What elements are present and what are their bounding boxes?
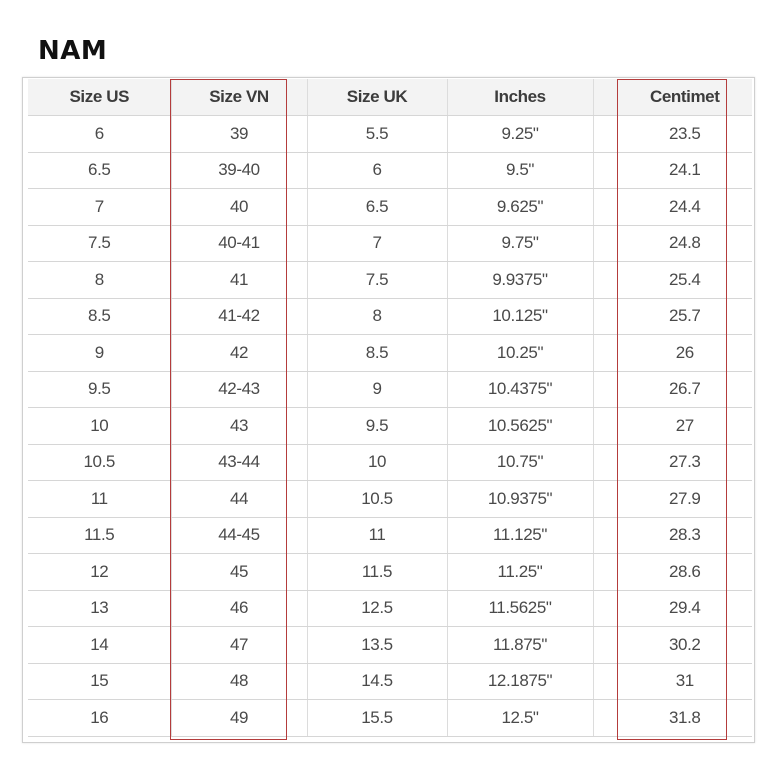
- size-vn-cell: 43-44: [171, 444, 307, 481]
- size-vn-cell: 41: [171, 262, 307, 299]
- centimet-cell: 25.4: [617, 262, 752, 299]
- size-vn-cell: 44: [171, 481, 307, 518]
- size-vn-cell: 49: [171, 700, 307, 737]
- size-us-cell: 14: [28, 627, 171, 664]
- size-uk-cell: 11: [307, 517, 447, 554]
- inches-cell: 11.5625": [447, 590, 593, 627]
- size-us-cell: 10.5: [28, 444, 171, 481]
- inches-cell: 10.5625": [447, 408, 593, 445]
- spacer-cell: [593, 554, 617, 591]
- inches-cell: 11.25": [447, 554, 593, 591]
- centimet-cell: 25.7: [617, 298, 752, 335]
- inches-cell: 12.5": [447, 700, 593, 737]
- table-row: [28, 590, 752, 627]
- table-row: [28, 663, 752, 700]
- inches-cell: 12.1875": [447, 663, 593, 700]
- spacer-cell: [593, 335, 617, 372]
- size-us-cell: 16: [28, 700, 171, 737]
- spacer-cell: [593, 517, 617, 554]
- table-row: [28, 298, 752, 335]
- size-uk-cell: 7: [307, 225, 447, 262]
- inches-cell: 10.9375": [447, 481, 593, 518]
- table-row: [28, 225, 752, 262]
- size-uk-cell: 10: [307, 444, 447, 481]
- size-uk-cell: 12.5: [307, 590, 447, 627]
- spacer-cell: [593, 298, 617, 335]
- centimet-cell: 28.6: [617, 554, 752, 591]
- size-us-cell: 9.5: [28, 371, 171, 408]
- header-inches: Inches: [447, 79, 593, 116]
- size-us-cell: 11: [28, 481, 171, 518]
- size-us-cell: 6.5: [28, 152, 171, 189]
- size-vn-cell: 40-41: [171, 225, 307, 262]
- size-uk-cell: 10.5: [307, 481, 447, 518]
- spacer-cell: [593, 444, 617, 481]
- spacer-cell: [593, 152, 617, 189]
- size-uk-cell: 8: [307, 298, 447, 335]
- size-vn-cell: 46: [171, 590, 307, 627]
- centimet-cell: 26: [617, 335, 752, 372]
- header-centimet: Centimet: [617, 79, 752, 116]
- size-vn-cell: 48: [171, 663, 307, 700]
- page-title: NAM: [38, 36, 108, 66]
- size-us-cell: 7: [28, 189, 171, 226]
- centimet-cell: 31: [617, 663, 752, 700]
- spacer-cell: [593, 225, 617, 262]
- spacer-cell: [593, 663, 617, 700]
- inches-cell: 9.625": [447, 189, 593, 226]
- centimet-cell: 26.7: [617, 371, 752, 408]
- table-row: [28, 554, 752, 591]
- header-row: [28, 79, 752, 116]
- size-vn-cell: 45: [171, 554, 307, 591]
- header-size-vn: Size VN: [171, 79, 307, 116]
- size-us-cell: 9: [28, 335, 171, 372]
- inches-cell: 9.9375": [447, 262, 593, 299]
- size-us-cell: 7.5: [28, 225, 171, 262]
- size-uk-cell: 14.5: [307, 663, 447, 700]
- size-uk-cell: 8.5: [307, 335, 447, 372]
- inches-cell: 9.25": [447, 116, 593, 153]
- inches-cell: 11.875": [447, 627, 593, 664]
- inches-cell: 10.4375": [447, 371, 593, 408]
- centimet-cell: 23.5: [617, 116, 752, 153]
- table-row: [28, 517, 752, 554]
- inches-cell: 11.125": [447, 517, 593, 554]
- size-uk-cell: 15.5: [307, 700, 447, 737]
- size-vn-cell: 43: [171, 408, 307, 445]
- header-size-us: Size US: [28, 79, 171, 116]
- spacer-cell: [593, 590, 617, 627]
- spacer-cell: [593, 371, 617, 408]
- centimet-cell: 30.2: [617, 627, 752, 664]
- size-us-cell: 11.5: [28, 517, 171, 554]
- spacer-cell: [593, 408, 617, 445]
- size-vn-cell: 39-40: [171, 152, 307, 189]
- centimet-cell: 27.3: [617, 444, 752, 481]
- size-uk-cell: 11.5: [307, 554, 447, 591]
- spacer-cell: [593, 700, 617, 737]
- size-vn-cell: 39: [171, 116, 307, 153]
- size-us-cell: 6: [28, 116, 171, 153]
- table-body: [28, 116, 752, 737]
- table-row: [28, 189, 752, 226]
- header-size-uk: Size UK: [307, 79, 447, 116]
- centimet-cell: 31.8: [617, 700, 752, 737]
- spacer-cell: [593, 481, 617, 518]
- size-us-cell: 10: [28, 408, 171, 445]
- inches-cell: 10.25": [447, 335, 593, 372]
- size-chart-table: [28, 79, 752, 737]
- table-row: [28, 408, 752, 445]
- centimet-cell: 27: [617, 408, 752, 445]
- size-vn-cell: 42: [171, 335, 307, 372]
- centimet-cell: 24.8: [617, 225, 752, 262]
- size-vn-cell: 42-43: [171, 371, 307, 408]
- size-us-cell: 8.5: [28, 298, 171, 335]
- centimet-cell: 28.3: [617, 517, 752, 554]
- table-row: [28, 627, 752, 664]
- size-uk-cell: 9: [307, 371, 447, 408]
- table-row: [28, 262, 752, 299]
- size-uk-cell: 7.5: [307, 262, 447, 299]
- size-vn-cell: 41-42: [171, 298, 307, 335]
- size-us-cell: 12: [28, 554, 171, 591]
- size-uk-cell: 6.5: [307, 189, 447, 226]
- table-row: [28, 116, 752, 153]
- size-uk-cell: 9.5: [307, 408, 447, 445]
- size-uk-cell: 5.5: [307, 116, 447, 153]
- centimet-cell: 27.9: [617, 481, 752, 518]
- spacer-cell: [593, 627, 617, 664]
- inches-cell: 10.75": [447, 444, 593, 481]
- table-row: [28, 444, 752, 481]
- centimet-cell: 24.4: [617, 189, 752, 226]
- inches-cell: 9.75": [447, 225, 593, 262]
- inches-cell: 10.125": [447, 298, 593, 335]
- centimet-cell: 24.1: [617, 152, 752, 189]
- size-us-cell: 8: [28, 262, 171, 299]
- size-uk-cell: 13.5: [307, 627, 447, 664]
- spacer-cell: [593, 189, 617, 226]
- centimet-cell: 29.4: [617, 590, 752, 627]
- table-row: [28, 335, 752, 372]
- size-uk-cell: 6: [307, 152, 447, 189]
- spacer-cell: [593, 262, 617, 299]
- table-row: [28, 700, 752, 737]
- size-vn-cell: 47: [171, 627, 307, 664]
- size-vn-cell: 44-45: [171, 517, 307, 554]
- size-vn-cell: 40: [171, 189, 307, 226]
- size-us-cell: 13: [28, 590, 171, 627]
- size-us-cell: 15: [28, 663, 171, 700]
- table-row: [28, 152, 752, 189]
- table-row: [28, 481, 752, 518]
- header-spacer: [593, 79, 617, 116]
- inches-cell: 9.5": [447, 152, 593, 189]
- table-row: [28, 371, 752, 408]
- spacer-cell: [593, 116, 617, 153]
